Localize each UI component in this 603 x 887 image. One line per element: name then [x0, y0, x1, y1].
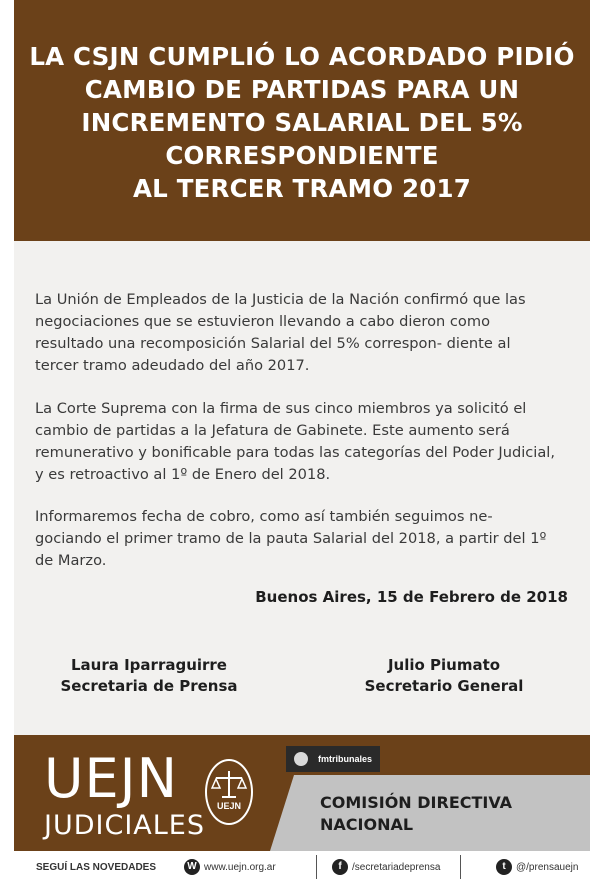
signature-prensa — [34, 655, 264, 697]
paragraph-3: Informaremos fecha de cobro, como así también seguimos ne- gociando el primer tramo de la pauta Salarial del 2018, a partir del 1º de Marzo. — [35, 508, 547, 569]
twitter-icon: t — [496, 859, 512, 875]
headline-line: CORRESPONDIENTE — [165, 141, 439, 170]
paragraph-1: La Unión de Empleados de la Justicia de la Nación confirmó que las negociaciones que se estuvieron llevando a cabo dieron como resultado una recomposición Salarial del 5% correspon- diente al tercer tramo adeudado del año 2017. — [35, 291, 526, 374]
signature-name: Laura Iparraguirre — [71, 656, 227, 674]
commission-line-1: COMISIÓN DIRECTIVA — [320, 793, 513, 812]
divider — [460, 855, 461, 879]
headline — [14, 40, 590, 205]
headline-banner — [14, 0, 590, 241]
signature-general — [344, 655, 544, 697]
date-line: Buenos Aires, 15 de Febrero de 2018 — [255, 588, 568, 606]
signature-name: Julio Piumato — [387, 656, 501, 674]
facebook-link[interactable]: /secretariadeprensa — [352, 862, 441, 873]
headline-line: INCREMENTO SALARIAL DEL 5% — [81, 108, 523, 137]
logo-judiciales: JUDICIALES — [44, 810, 206, 841]
microphone-icon — [294, 752, 308, 766]
footer-brand — [14, 735, 590, 851]
radio-badge — [286, 746, 380, 772]
commission-title — [320, 792, 512, 836]
statement-body — [14, 241, 590, 735]
paragraph-2: La Corte Suprema con la firma de sus cinco miembros ya solicitó el cambio de partidas a la Jefatura de Gabinete. Este aumento será remunerativo y bonificable para todas las categorías del Poder Judicial, y es retroactivo al 1º de Enero del 2018. — [35, 400, 555, 483]
website-link[interactable]: www.uejn.org.ar — [204, 862, 276, 873]
social-bar — [14, 851, 590, 887]
signature-title: Secretaria de Prensa — [60, 677, 238, 695]
emblem-label: UEJN — [216, 801, 241, 811]
twitter-link[interactable]: @/prensauejn — [516, 862, 579, 873]
headline-line: CAMBIO DE PARTIDAS PARA UN — [84, 75, 520, 104]
headline-line: AL TERCER TRAMO 2017 — [133, 174, 471, 203]
headline-line: LA CSJN CUMPLIÓ LO ACORDADO PIDIÓ — [29, 42, 575, 71]
facebook-icon: f — [332, 859, 348, 875]
radio-label: fmtribunales — [318, 754, 373, 764]
web-icon: W — [184, 859, 200, 875]
commission-line-2: NACIONAL — [320, 815, 414, 834]
follow-label: SEGUÍ LAS NOVEDADES — [36, 862, 157, 873]
signature-title: Secretario General — [364, 677, 524, 695]
scales-emblem-icon — [205, 759, 253, 825]
divider — [316, 855, 317, 879]
logo-uejn: UEJN — [44, 747, 178, 810]
